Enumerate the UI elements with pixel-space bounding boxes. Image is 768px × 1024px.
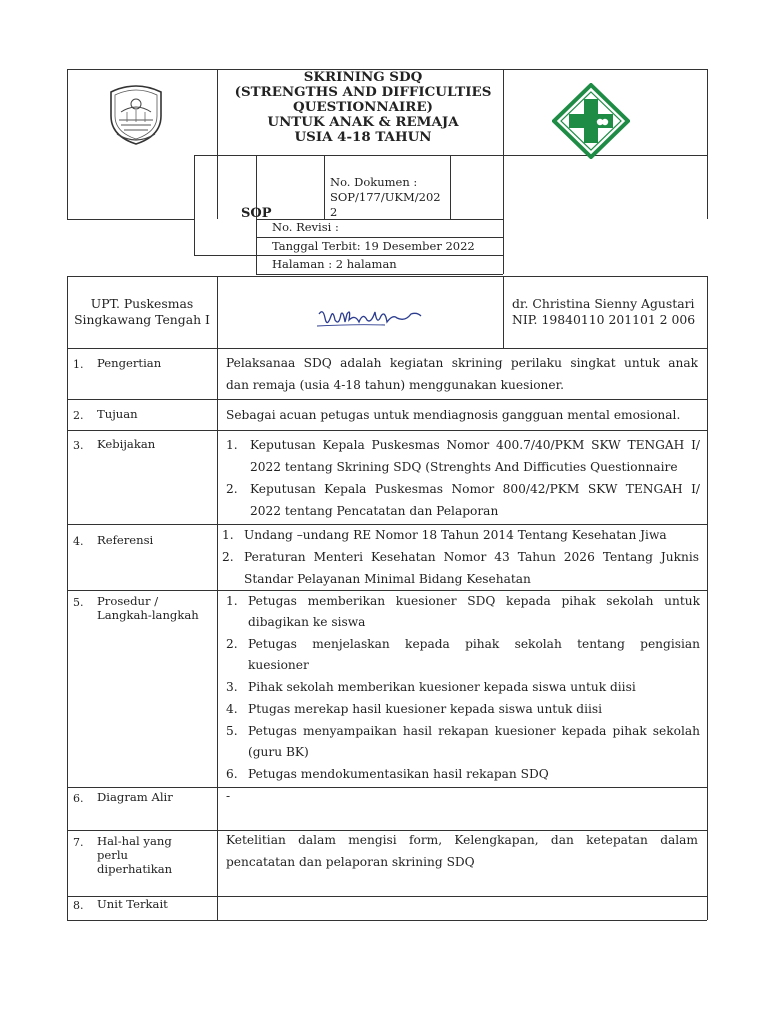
signer-name: dr. Christina Sienny Agustari (512, 296, 695, 311)
page-count: Halaman : 2 halaman (272, 257, 397, 271)
signer-nip: NIP. 19840110 201101 2 006 (512, 312, 696, 327)
list-item: 1. Keputusan Kepala Puskesmas Nomor 400.7/40/PKM SKW TENGAH I/ 2022 tentang Skrining SDQ (Strenghts And Difficuties Questionnaire (226, 438, 700, 474)
list-item: 5. Petugas menyampaikan hasil rekapan kuesioner kepada pihak sekolah (guru BK) (226, 724, 700, 759)
org-name-line1: UPT. Puskesmas (90, 296, 194, 311)
tujuan-text: Sebagai acuan petugas untuk mendiagnosis gangguan mental emosional. (226, 408, 681, 422)
regional-emblem-icon (105, 82, 167, 146)
doc-no-label: No. Dokumen : (330, 175, 418, 189)
diagram-alir-text: - (226, 789, 231, 803)
list-item: 1. Petugas memberikan kuesioner SDQ kepada pihak sekolah untuk dibagikan ke siswa (226, 594, 700, 629)
doc-no-line1: SOP/177/UKM/202 (330, 190, 441, 204)
signature-image (315, 304, 425, 334)
document-title: SKRINING SDQ (STRENGTHS AND DIFFICULTIES QUESTIONNAIRE) UNTUK ANAK & REMAJA USIA 4-18 TAHUN (234, 69, 492, 145)
pengertian-text: Pelaksanaa SDQ adalah kegiatan skrining perilaku singkat untuk anak dan remaja (usia 4-18 tahun) menggunakan kuesioner. (226, 356, 698, 392)
kebijakan-list (226, 434, 700, 522)
list-item: 3. Pihak sekolah memberikan kuesioner kepada siswa untuk diisi (226, 680, 636, 694)
sop-label: SOP (241, 206, 272, 221)
referensi-list (222, 524, 700, 590)
org-name-line2: Singkawang Tengah I (74, 312, 210, 327)
prosedur-list (226, 590, 700, 785)
list-item: 1. Undang –undang RE Nomor 18 Tahun 2014 Tentang Kesehatan Jiwa (222, 528, 667, 542)
puskesmas-logo-icon (552, 83, 630, 159)
revision: No. Revisi : (272, 220, 339, 234)
doc-no-line2: 2 (330, 205, 338, 219)
list-item: 4. Ptugas merekap hasil kuesioner kepada siswa untuk diisi (226, 702, 603, 716)
list-item: 2. Peraturan Menteri Kesehatan Nomor 43 Tahun 2026 Tentang Juknis Standar Pelayanan Minimal Bidang Kesehatan (222, 550, 699, 586)
list-item: 2. Petugas menjelaskan kepada pihak sekolah tentang pengisian kuesioner (226, 637, 700, 672)
issue-date: Tanggal Terbit: 19 Desember 2022 (272, 239, 475, 253)
list-item: 2. Keputusan Kepala Puskesmas Nomor 800/42/PKM SKW TENGAH I/ 2022 tentang Pencatatan dan Pelaporan (226, 482, 700, 518)
list-item: 6. Petugas mendokumentasikan hasil rekapan SDQ (226, 767, 549, 781)
hal-hal-text: Ketelitian dalam mengisi form, Kelengkapan, dan ketepatan dalam pencatatan dan pelaporan skrining SDQ (226, 833, 698, 869)
